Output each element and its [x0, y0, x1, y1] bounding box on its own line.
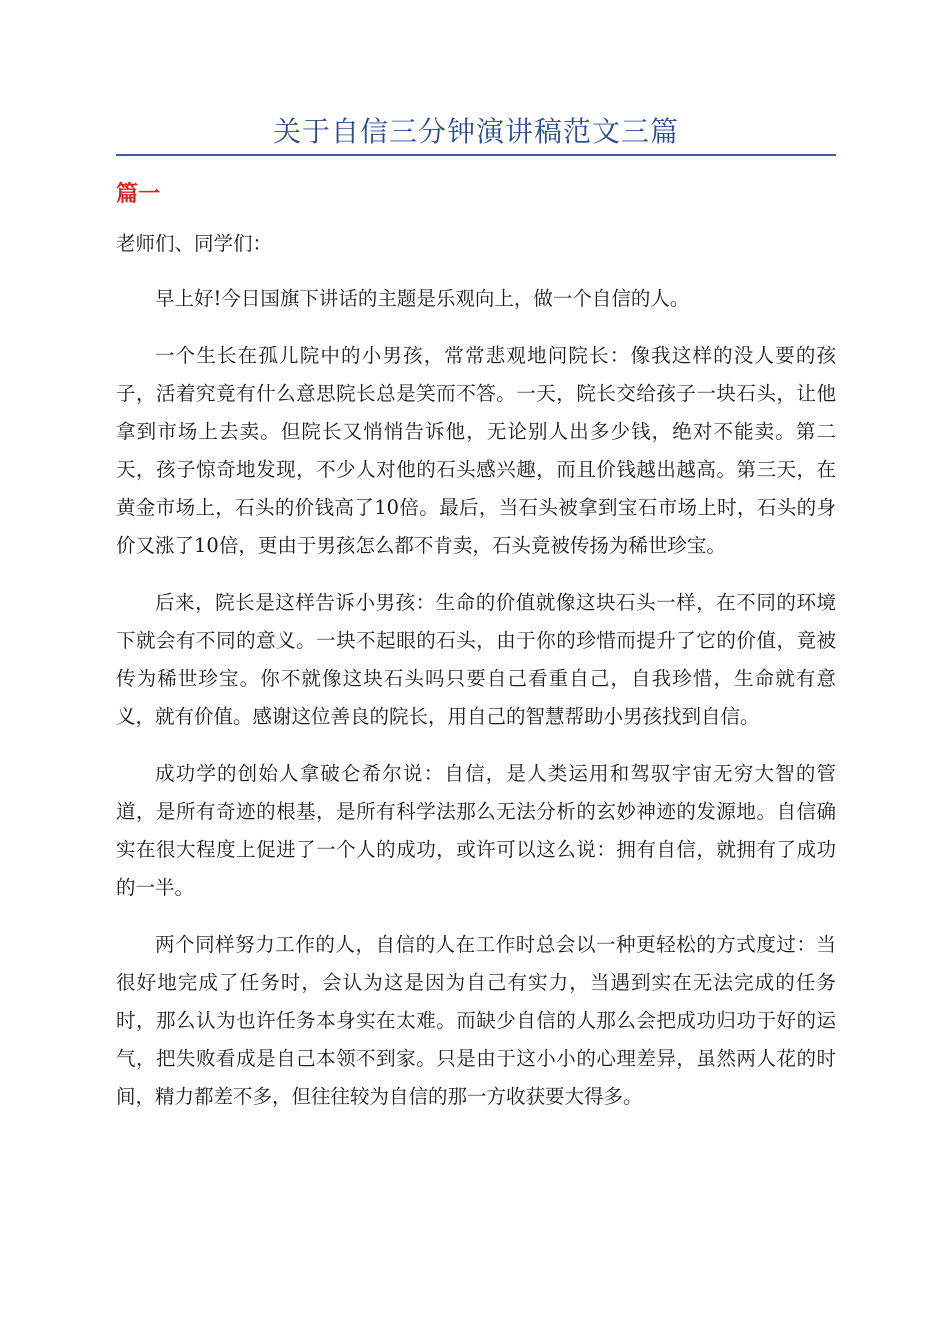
title-divider [116, 154, 836, 156]
document-title: 关于自信三分钟演讲稿范文三篇 [272, 115, 679, 148]
paragraph-4: 成功学的创始人拿破仑希尔说：自信，是人类运用和驾驭宇宙无穷大智的管道，是所有奇迹的根基，是所有科学法那么无法分析的玄妙神迹的发源地。自信确实在很大程度上促进了一个人的成功，或许可以这么说：拥有自信，就拥有了成功的一半。 [116, 762, 836, 899]
document-body [116, 225, 836, 1135]
section-heading: 篇一 [116, 181, 161, 207]
paragraph-3: 后来，院长是这样告诉小男孩：生命的价值就像这块石头一样，在不同的环境下就会有不同的意义。一块不起眼的石头，由于你的珍惜而提升了它的价值，竟被传为稀世珍宝。你不就像这块石头吗只要自己看重自己，自我珍惜，生命就有意义，就有价值。感谢这位善良的院长，用自己的智慧帮助小男孩找到自信。 [116, 591, 836, 728]
paragraph-5: 两个同样努力工作的人，自信的人在工作时总会以一种更轻松的方式度过：当很好地完成了任务时，会认为这是因为自己有实力，当遇到实在无法完成的任务时，那么认为也许任务本身实在太难。而缺少自信的人那么会把成功归功于好的运气，把失败看成是自己本领不到家。只是由于这小小的心理差异，虽然两人花的时间，精力都差不多，但往往较为自信的那一方收获要大得多。 [116, 933, 836, 1108]
paragraph-1: 早上好!今日国旗下讲话的主题是乐观向上，做一个自信的人。 [155, 287, 690, 310]
paragraph-2: 一个生长在孤儿院中的小男孩，常常悲观地问院长：像我这样的没人要的孩子，活着究竟有什么意思院长总是笑而不答。一天，院长交给孩子一块石头，让他拿到市场上去卖。但院长又悄悄告诉他，无论别人出多少钱，绝对不能卖。第二天，孩子惊奇地发现，不少人对他的石头感兴趣，而且价钱越出越高。第三天，在黄金市场上，石头的价钱高了10倍。最后，当石头被拿到宝石市场上时，石头的身价又涨了10倍，更由于男孩怎么都不肯卖，石头竟被传扬为稀世珍宝。 [116, 344, 836, 557]
salutation: 老师们、同学们： [116, 232, 273, 255]
